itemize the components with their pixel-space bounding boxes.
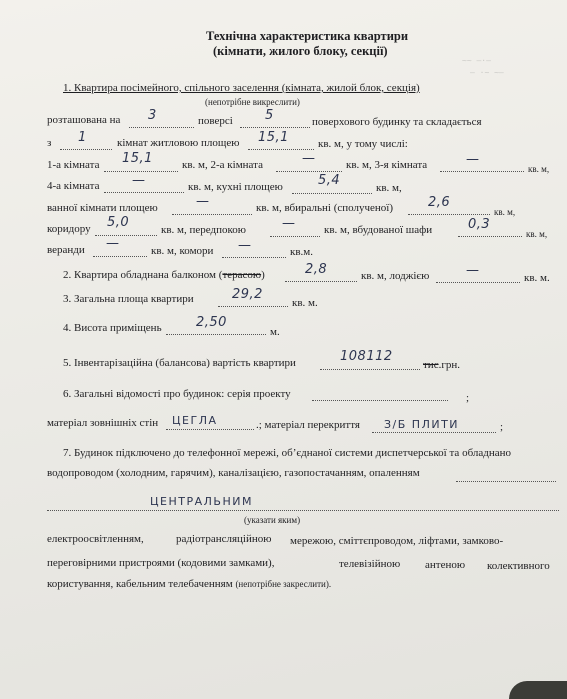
corridor-value: 5,0 (107, 215, 130, 230)
label-from: з (47, 137, 52, 149)
heating-value: ЦЕНТРАЛЬНИМ (150, 495, 253, 508)
item1-heading: 1. Квартира посімейного, спільного заселення (кімната, жилой блок, секція) (63, 82, 420, 94)
label-storage: кв. м, комори (151, 245, 214, 257)
field-underline (292, 193, 372, 194)
field-underline (95, 235, 157, 236)
label-walls: матеріал зовнішніх стін (47, 417, 159, 429)
label-sqm: кв. м, (526, 229, 548, 239)
field-underline (166, 334, 266, 335)
field-underline (172, 214, 252, 215)
semicolon: ; (500, 421, 504, 433)
label-kitchen: кв. м, кухні площею (188, 181, 283, 193)
label-room4: 4-а кімната (47, 180, 100, 192)
loggia-value: — (466, 263, 480, 278)
document-title: Технічна характеристика квартири (206, 29, 409, 43)
room1-value: 15,1 (122, 151, 153, 166)
label-loggia: кв. м, лоджією (361, 270, 430, 282)
field-underline (270, 236, 320, 237)
item2-label: 2. Квартира обладнана балконом ( (63, 269, 223, 281)
label-room1: 1-а кімната (47, 159, 100, 171)
field-underline (456, 481, 556, 482)
field-underline (312, 400, 448, 401)
toilet-value: 2,6 (428, 195, 451, 210)
floors-value: З/Б ПЛИТИ (384, 418, 460, 431)
label-wardrobe: кв. м, вбудованої шафи (324, 224, 433, 236)
item7-line4-c: антеною (425, 559, 466, 571)
faint-scribble: ~~ —·— (462, 56, 491, 65)
field-underline (440, 171, 524, 172)
label-toilet: кв. м, вбиральні (сполученої) (256, 202, 394, 214)
label-corridor: коридору (47, 223, 91, 235)
room3-value: — (466, 152, 480, 167)
item5-label: 5. Інвентарізаційна (балансова) вартість квартири (63, 357, 296, 369)
photo-corner-shadow (509, 681, 567, 699)
field-underline (104, 171, 178, 172)
item7-line4-b: телевізійною (339, 558, 401, 570)
semicolon: ; (466, 392, 470, 404)
field-underline (408, 214, 490, 215)
value-value: 108112 (340, 349, 393, 364)
struck-word: тис (423, 359, 439, 371)
label-rooms: кімнат житловою площею (117, 137, 240, 149)
room4-value: — (132, 173, 146, 188)
label-sqm: кв. м. (292, 297, 318, 309)
item7-line3-c: мережою, сміттєпроводом, ліфтами, замково- (290, 535, 504, 547)
item7-line1: 7. Будинок підключено до телефонної мережі, об’єднаної системи диспетчерської та обладнано (63, 447, 512, 459)
label-meters: м. (270, 326, 280, 338)
label-sqm: кв. м. (524, 272, 550, 284)
item7-line3-b: радіотрансляційною (176, 533, 272, 545)
floor-value: 3 (148, 108, 157, 123)
line5-text: користування, кабельним телебаченням (47, 578, 233, 590)
field-underline (166, 429, 254, 430)
item4-label: 4. Висота приміщень (63, 322, 162, 334)
wardrobe-value: 0,3 (468, 217, 491, 232)
hall-value: — (282, 216, 296, 231)
line5-note: (непотрібне закреслити). (235, 579, 332, 589)
item7-line2: водопроводом (холодним, гарячим), каналізацією, газопостачанням, опаленням (47, 467, 420, 479)
label-hall: кв. м, передпокою (161, 224, 246, 236)
living-area-value: 15,1 (258, 130, 289, 145)
kitchen-value: 5,4 (318, 173, 341, 188)
faint-scribble: — ·~ ~— (470, 68, 504, 77)
balcony-value: 2,8 (305, 262, 328, 277)
item3-label: 3. Загальна площа квартири (63, 293, 194, 305)
field-underline (320, 369, 420, 370)
document-subtitle: (кімнати, жилого блоку, секції) (213, 44, 388, 58)
item7-line4-a: переговірними пристроями (кодовими замками), (47, 557, 275, 569)
field-underline (218, 306, 288, 307)
field-underline (248, 149, 314, 150)
storeys-value: 5 (265, 108, 274, 123)
struck-word: терасою (222, 269, 262, 281)
label-floor: поверсі (198, 115, 233, 127)
label-floors: .; матеріал перекриття (256, 419, 360, 431)
label-storeys: поверхового будинку та складається (312, 116, 482, 128)
currency: .грн. (438, 359, 460, 371)
rooms-value: 1 (78, 130, 87, 145)
item2-text (63, 269, 265, 282)
label-sqm: кв.м. (290, 246, 313, 258)
label-sqm-including: кв. м, у тому числі: (318, 138, 408, 150)
field-underline (240, 127, 310, 128)
field-underline (129, 127, 194, 128)
field-underline (93, 256, 147, 257)
item7-line3-a: електроосвітленням, (47, 533, 144, 545)
item1-note: (непотрібне викреслити) (205, 97, 300, 107)
item6-label: 6. Загальні відомості про будинок: серія проекту (63, 388, 291, 400)
paren: ) (261, 269, 265, 281)
bathroom-value: — (196, 194, 210, 209)
label-veranda: веранди (47, 244, 85, 256)
storage-value: — (238, 238, 252, 253)
walls-value: ЦЕГЛА (172, 414, 218, 427)
label-room3: кв. м, 3-я кімната (346, 159, 428, 171)
height-value: 2,50 (196, 315, 227, 330)
veranda-value: — (106, 236, 120, 251)
field-underline (104, 192, 184, 193)
field-underline (285, 281, 357, 282)
field-underline (276, 171, 342, 172)
field-underline (458, 236, 522, 237)
field-underline (60, 149, 112, 150)
item7-line4-d: колективного (487, 560, 550, 572)
label-sqm: кв. м, (376, 182, 402, 194)
item5-unit (423, 359, 460, 372)
heating-note: (указати яким) (244, 515, 301, 525)
field-underline (436, 282, 520, 283)
label-located-on: розташована на (47, 114, 121, 126)
room2-value: — (302, 151, 316, 166)
label-sqm: кв. м, (494, 207, 516, 217)
item7-line5 (47, 578, 331, 591)
field-underline (47, 510, 559, 511)
field-underline (372, 432, 496, 433)
label-bathroom: ванної кімнати площею (47, 202, 158, 214)
label-sqm: кв. м, (528, 164, 550, 174)
field-underline (222, 257, 286, 258)
total-area-value: 29,2 (232, 287, 263, 302)
label-room2: кв. м, 2-а кімната (182, 159, 263, 171)
